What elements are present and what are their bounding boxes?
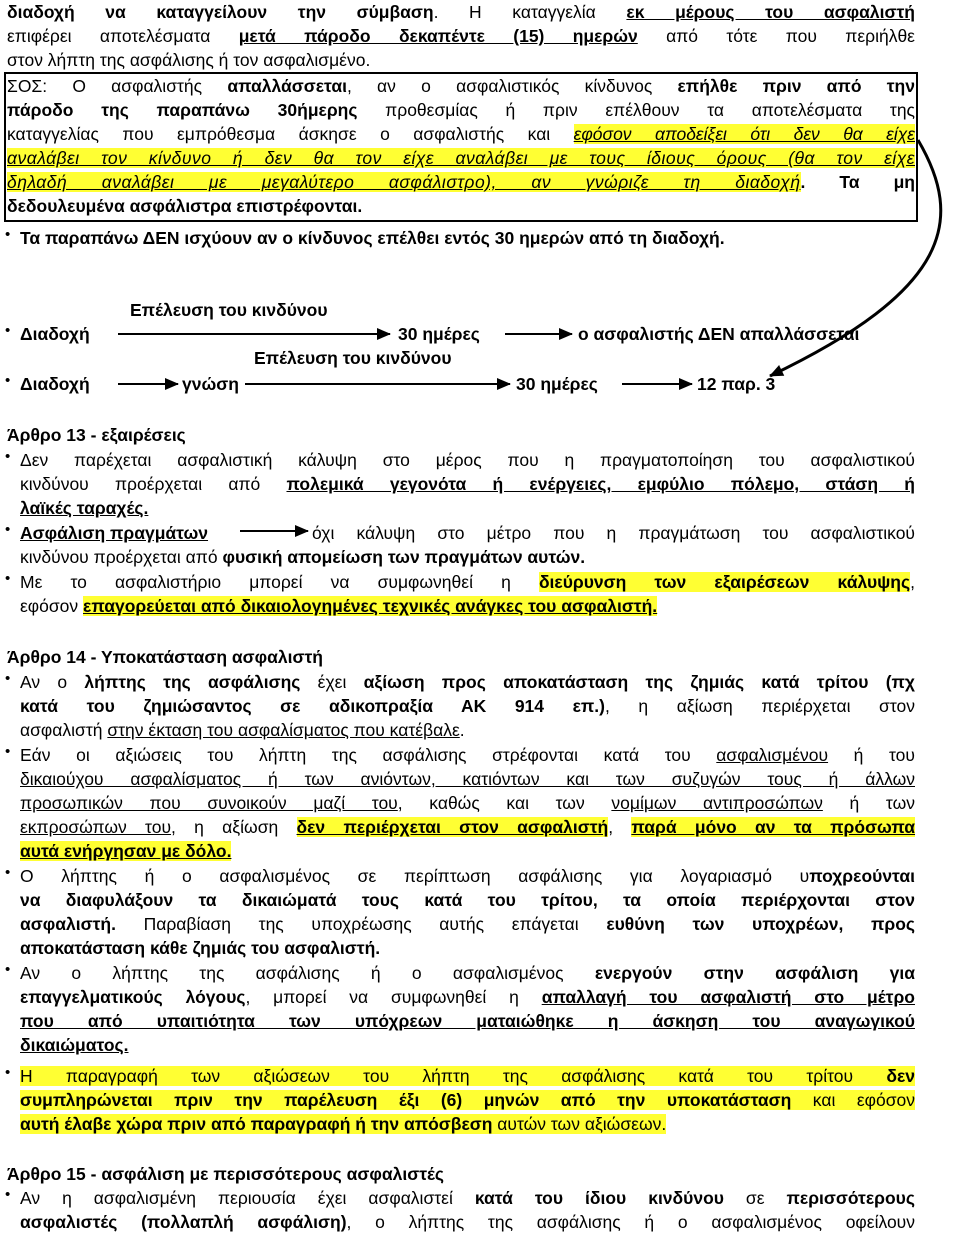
flow-30-days-1: 30 ημέρες (398, 324, 480, 344)
text-line: Δεν παρέχεται ασφαλιστική κάλυψη στο μέρος που η πραγματοποίηση του ασφαλιστικού (20, 450, 915, 470)
text-line: ασφαλιστή στην έκταση του ασφαλίσματος που κατέβαλε. (20, 720, 465, 740)
flow-succession-1: Διαδοχή (20, 324, 90, 344)
text-line: εφόσον επαγορεύεται από δικαιολογημένες τεχνικές ανάγκες του ασφαλιστή. (20, 596, 658, 616)
text-line: Τα παραπάνω ΔΕΝ ισχύουν αν ο κίνδυνος επέλθει εντός 30 ημερών από τη διαδοχή. (20, 228, 725, 248)
text-line: δεδουλευμένα ασφάλιστρα επιστρέφονται. (7, 196, 363, 216)
flow-succession-2: Διαδοχή (20, 374, 90, 394)
text-line: λαϊκές ταραχές. (20, 498, 149, 518)
text-line: κατά του ζημιώσαντος σε αδικοπραξία ΑΚ 914 επ.), η αξίωση περιέρχεται στον (20, 696, 915, 716)
text-line: Ο λήπτης ή ο ασφαλισμένος σε περίπτωση ασφάλισης για λογαριασμό υποχρεούνται (20, 866, 915, 886)
text-line: Ασφάλιση πραγμάτων (20, 523, 209, 543)
bullet-marker: • (5, 372, 11, 389)
text-line: προσωπικών που συνοικούν μαζί του, καθώς και των νομίμων αντιπροσώπων ή των (20, 793, 916, 813)
text-line: Αν ο λήπτης της ασφάλισης ή ο ασφαλισμένος ενεργούν στην ασφάλιση για (20, 963, 915, 983)
text-line: δηλαδή αναλάβει με μεγαλύτερο ασφάλιστρο), αν γνώριζε τη διαδοχή. Τα μη (7, 172, 915, 192)
bullet-marker: • (5, 322, 11, 339)
text-line: αποκατάσταση κάθε ζημιάς του ασφαλιστή. (20, 938, 381, 958)
text-line: αναλάβει τον κίνδυνο ή δεν θα τον είχε αναλάβει με τους ίδιους όρους (θα τον είχε (7, 148, 915, 168)
bullet-marker: • (5, 961, 11, 978)
text-line: δικαιούχου ασφαλίσματος ή των ανιόντων, κατιόντων και των συζυγών τους ή άλλων (20, 769, 915, 789)
text-line: που από υπαιτιότητα των υπόχρεων ματαιώθηκε η άσκηση του αναγωγικού (20, 1011, 915, 1031)
text-line: Εάν οι αξιώσεις του λήπτη της ασφάλισης στρέφονται κατά του ασφαλισμένου ή του (20, 745, 915, 765)
bullet-marker: • (5, 1186, 11, 1203)
flow-knowledge: γνώση (182, 374, 239, 394)
text-line: κινδύνου προέρχεται από πολεμικά γεγονότα ή ενέργειες, εμφύλιο πόλεμο, στάση ή (20, 474, 915, 494)
text-line: επαγγελματικούς λόγους, μπορεί να συμφωνηθεί η απαλλαγή του ασφαλιστή στο μέτρο (20, 987, 915, 1007)
text-line: αυτά ενήργησαν με δόλο. (20, 841, 232, 861)
bullet-marker: • (5, 570, 11, 587)
text-line: Η παραγραφή των αξιώσεων του λήπτη της ασφάλισης κατά του τρίτου δεν (20, 1066, 915, 1086)
flow-30-days-2: 30 ημέρες (516, 374, 598, 394)
bullet-marker: • (5, 448, 11, 465)
flow-label-onset-2: Επέλευση του κινδύνου (254, 348, 452, 368)
bullet-marker: • (5, 670, 11, 687)
text-line: διαδοχή να καταγγείλουν την σύμβαση. Η καταγγελία εκ μέρους του ασφαλιστή (7, 2, 915, 22)
article-15-heading: Άρθρο 15 - ασφάλιση με περισσότερους ασφαλιστές (7, 1164, 445, 1184)
text-line: πάροδο της παραπάνω 30ήμερης προθεσμίας ή πριν επέλθουν τα αποτελέσματα της (7, 100, 915, 120)
text-line: ασφαλιστές (πολλαπλή ασφάλιση), ο λήπτης της ασφάλισης ή ο ασφαλισμένος οφείλουν (20, 1212, 915, 1232)
text-line: να διαφυλάξουν τα δικαιώματά τους κατά του τρίτου, τα οποία περιέρχονται στον (20, 890, 915, 910)
bullet-marker: • (5, 1064, 11, 1081)
flow-insurer-not-released: ο ασφαλιστής ΔΕΝ απαλλάσσεται (578, 324, 860, 344)
article-13-heading: Άρθρο 13 - εξαιρέσεις (7, 425, 186, 445)
text-line: καταγγελίας που εμπρόθεσμα άσκησε ο ασφαλιστής και εφόσον αποδείξει ότι δεν θα είχε (7, 124, 915, 144)
flow-article-ref: 12 παρ. 3 (697, 374, 776, 394)
article-14-heading: Άρθρο 14 - Υποκατάσταση ασφαλιστή (7, 647, 323, 667)
flow-label-onset-1: Επέλευση του κινδύνου (130, 300, 328, 320)
text-line: κινδύνου προέρχεται από φυσική απομείωση των πραγμάτων αυτών. (20, 547, 586, 567)
text-line: δικαιώματος. (20, 1035, 129, 1055)
text-line: συμπληρώνεται πριν την παρέλευση έξι (6) μηνών από την υποκατάσταση και εφόσον (20, 1090, 915, 1110)
text-line: ΣΟΣ: Ο ασφαλιστής απαλλάσσεται, αν ο ασφαλιστικός κίνδυνος επήλθε πριν από την (7, 76, 915, 96)
text-line: στον λήπτη της ασφάλισης ή τον ασφαλισμένο. (7, 50, 371, 70)
text-line: εκπροσώπων του, η αξίωση δεν περιέρχεται στον ασφαλιστή, παρά μόνο αν τα πρόσωπα (20, 817, 916, 837)
text-line: ασφαλιστή. Παραβίαση της υποχρέωσης αυτής επάγεται ευθύνη των υποχρέων, προς (20, 914, 915, 934)
bullet-marker: • (5, 864, 11, 881)
text-line: Αν η ασφαλισμένη περιουσία έχει ασφαλιστεί κατά του ίδιου κινδύνου σε περισσότερους (20, 1188, 915, 1208)
text-line: Με το ασφαλιστήριο μπορεί να συμφωνηθεί η διεύρυνση των εξαιρέσεων κάλυψης, (20, 572, 915, 592)
text-line: όχι κάλυψη στο μέτρο που η πραγμάτωση του ασφαλιστικού (312, 523, 915, 543)
text-line: επιφέρει αποτελέσματα μετά πάροδο δεκαπέντε (15) ημερών από τότε που περιήλθε (7, 26, 915, 46)
bullet-marker: • (5, 226, 11, 243)
bullet-marker: • (5, 743, 11, 760)
text-line: αυτή έλαβε χώρα πριν από παραγραφή ή την απόσβεση αυτών των αξιώσεων. (20, 1114, 667, 1134)
text-line: Αν ο λήπτης της ασφάλισης έχει αξίωση προς αποκατάσταση της ζημιάς κατά τρίτου (πχ (20, 672, 915, 692)
bullet-marker: • (5, 521, 11, 538)
